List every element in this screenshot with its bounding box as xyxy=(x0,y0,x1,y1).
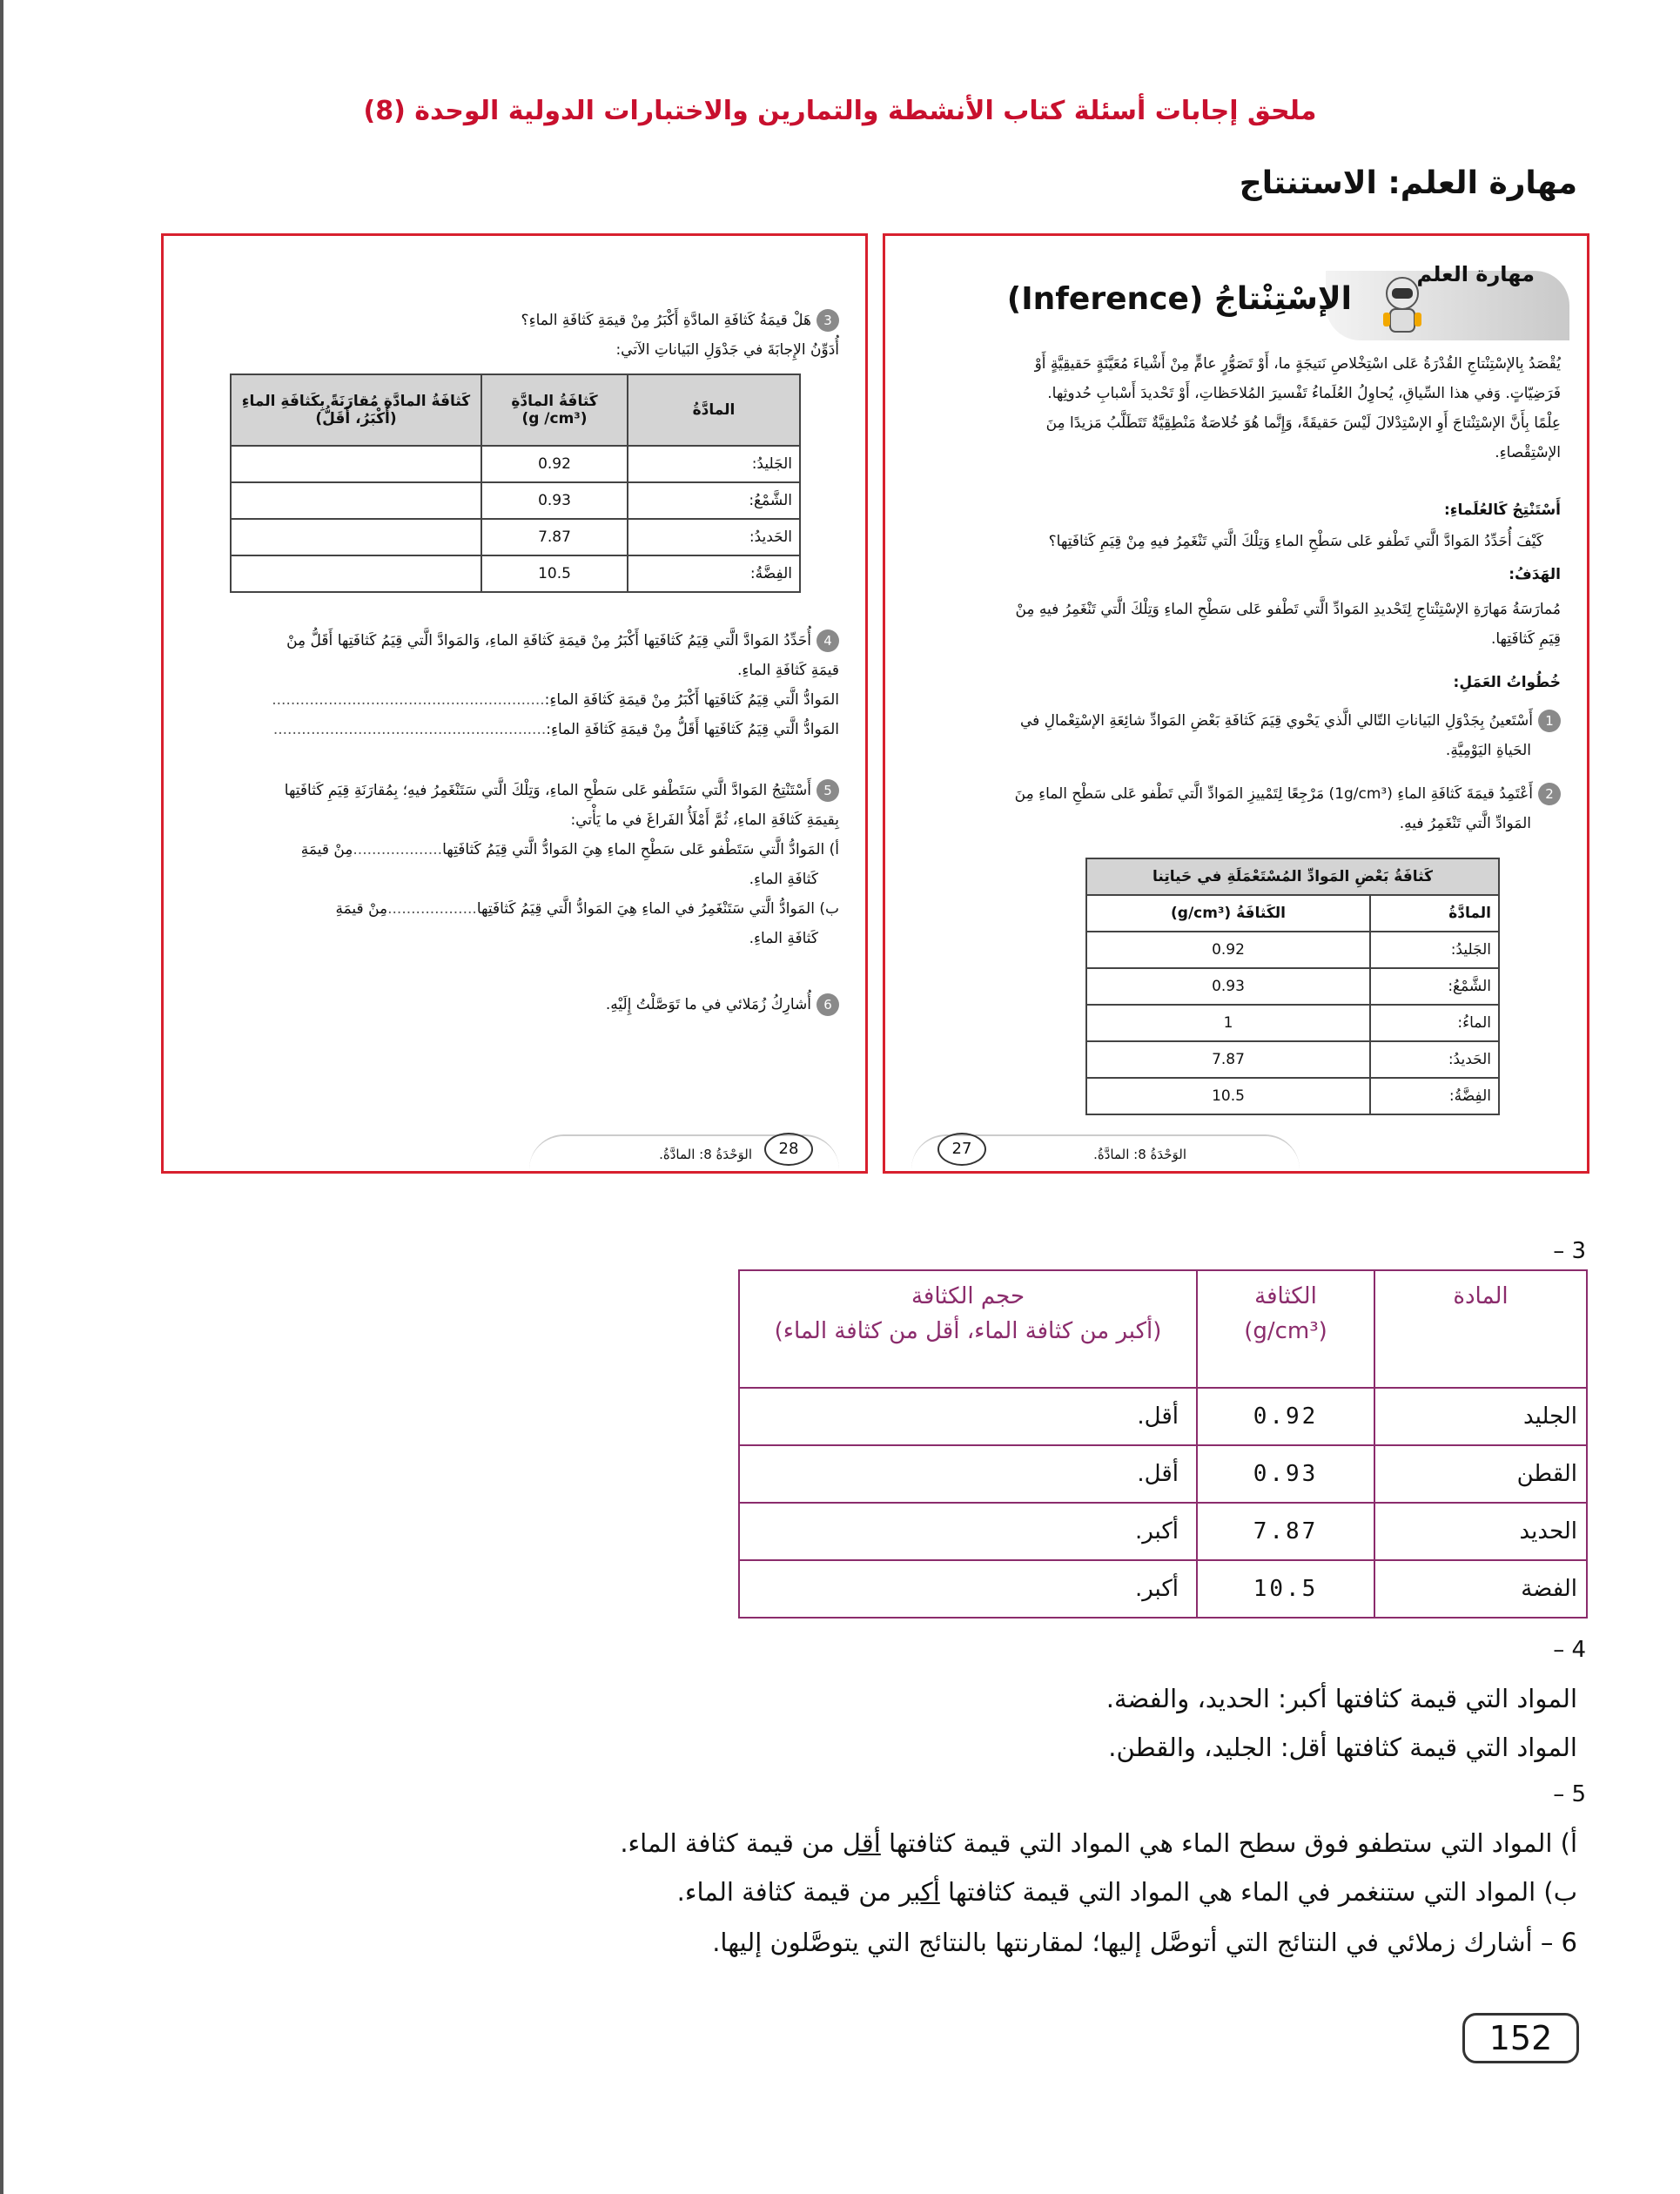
question-text: المَوادُّ الَّتي قِيَمُ كَثافَتِها أَقَلُّ مِنْ قيمَةِ كَثافَةِ الماءِ: xyxy=(546,721,839,738)
unit-label: الوَحْدَةُ 8: المادَّةُ. xyxy=(1093,1147,1186,1162)
question-number: 5 xyxy=(816,779,839,802)
question-text: مِنْ قيمَةِ xyxy=(335,900,388,918)
header-line: حجم الكثافة xyxy=(911,1283,1025,1309)
answer-text: ب) المواد التي ستنغمر في الماء هي المواد التي قيمة كثافتها xyxy=(939,1877,1577,1907)
table-row xyxy=(739,1445,1587,1503)
fill-blank[interactable]: ................... xyxy=(387,900,477,918)
answer-cell[interactable] xyxy=(231,555,481,592)
density-cell: 1 xyxy=(1086,1005,1370,1041)
density-cell: 10.5 xyxy=(1197,1560,1374,1618)
workbook-page-27 xyxy=(883,233,1589,1174)
material-cell: الفِضَّةُ: xyxy=(628,555,800,592)
answer-5-label: 5 – xyxy=(1553,1781,1586,1807)
page-number: 27 xyxy=(937,1133,986,1166)
question-4 xyxy=(190,626,839,744)
step-2 xyxy=(911,779,1561,838)
answer-cell[interactable] xyxy=(231,482,481,519)
answer-keyword: أكبر xyxy=(899,1877,940,1907)
goal-heading: الهَدَفُ: xyxy=(1509,566,1561,583)
fill-blank[interactable]: .......................................................... xyxy=(272,721,547,738)
intro-line: عِلْمًا بِأَنَّ الإسْتِنْتاجَ أَوِ الإسْتِدْلالَ لَيْسَ حَقيقَةً، وَإِنَّما هُوَ خُلاصَةٌ مَنْطِقِيَّةٌ تَتَطَلَّبُ مَزيدًا مِنَ xyxy=(1045,414,1561,432)
research-question: كَيْفَ أُحَدِّدُ المَوادَّ الَّتي تَطْفو عَلى سَطْحِ الماءِ وَتِلْكَ الَّتي تَنْغَمِرُ فيهِ مِنْ قِيَمِ كَثافَتِها؟ xyxy=(1048,533,1543,550)
density-cell: 0.93 xyxy=(1086,968,1370,1005)
intro-line: الإسْتِقْصاءِ. xyxy=(1495,444,1561,461)
answer-text: أ) المواد التي ستطفو فوق سطح الماء هي المواد التي قيمة كثافتها xyxy=(880,1828,1577,1858)
answer-4-line: المواد التي قيمة كثافتها أكبر: الحديد، والفضة. xyxy=(1105,1684,1577,1713)
column-header: المادَّةُ xyxy=(628,374,800,446)
material-cell: الشَّمْعُ: xyxy=(1370,968,1499,1005)
question-text: كَثافَةِ الماءِ. xyxy=(749,871,818,888)
step-text: المَوادِّ الَّتي تَنْغَمِرُ فيهِ. xyxy=(1399,815,1531,832)
intro-line: يُقْصَدُ بِالإسْتِنْتاجِ القُدْرَةُ عَلى اسْتِخْلاصِ نَتيجَةٍ ما، أَوْ تَصَوُّرٍ عامٍّ مِنْ أَشْياءَ مُعَيَّنَةٍ حَقيقِيَّةٍ أَوْ xyxy=(1034,355,1561,373)
answer-text: من قيمة كثافة الماء. xyxy=(676,1877,900,1907)
question-number: 3 xyxy=(816,309,839,332)
table-row xyxy=(1086,1078,1499,1114)
column-header xyxy=(231,374,481,446)
conclude-heading: أَسْتَنْتِجُ كَالعُلَماءِ: xyxy=(1444,501,1561,519)
answer-cell[interactable] xyxy=(231,519,481,555)
table-row xyxy=(1086,1041,1499,1078)
material-cell: القطن xyxy=(1374,1445,1587,1503)
step-text: أَسْتَعينُ بِجَدْوَلِ البَياناتِ التّالي الَّذي يَحْوي قِيَمَ كَثافَةِ بَعْضِ المَوادِّ شائِعَةِ الإسْتِعْمالِ في xyxy=(1019,712,1533,730)
material-cell: الماءُ: xyxy=(1370,1005,1499,1041)
step-text: الحَياةِ اليَوْمِيَّةِ. xyxy=(1445,742,1531,759)
question-number: 6 xyxy=(816,993,839,1016)
density-cell: 7.87 xyxy=(1197,1503,1374,1560)
step-number: 2 xyxy=(1538,783,1561,805)
question-text: أُشارِكُ زُمَلائي في ما تَوَصَّلْتُ إِلَيْهِ. xyxy=(605,996,811,1013)
column-header: الكَثافَةُ (g/cm³) xyxy=(1086,895,1370,932)
material-cell: الشَّمْعُ: xyxy=(628,482,800,519)
comparison-cell: أكبر. xyxy=(739,1503,1197,1560)
table-row xyxy=(231,555,800,592)
answer-text: من قيمة كثافة الماء. xyxy=(620,1828,843,1858)
goal-line: مُمارَسَةُ مَهارَةِ الإسْتِنْتاجِ لِتَحْديدِ المَوادِّ الَّتي تَطْفو عَلى سَطْحِ الماءِ وَتِلْكَ الَّتي تَنْغَمِرُ فيهِ مِنْ xyxy=(1015,601,1561,618)
header-line: (g/cm³) xyxy=(1244,1318,1327,1344)
header-line: (أَكْبَرُ، أَقَلُّ) xyxy=(315,410,397,427)
goal-line: قِيَمِ كَثافَتِها. xyxy=(1490,630,1561,648)
table-row xyxy=(1086,932,1499,968)
density-cell: 10.5 xyxy=(481,555,628,592)
density-cell: 10.5 xyxy=(1086,1078,1370,1114)
material-cell: الجَليدُ: xyxy=(628,446,800,482)
question-text: كَثافَةِ الماءِ. xyxy=(749,930,818,947)
answer-6: 6 – أشارك زملائي في النتائج التي أتوصَّل إليها؛ لمقارنتها بالنتائج التي يتوصَّلون إليها. xyxy=(712,1928,1577,1957)
header-line: كَثافَةُ المادَّةِ مُقارَنَةً بِكَثافَةِ الماءِ xyxy=(241,393,471,410)
goal-text xyxy=(911,595,1561,654)
workbook-page-28 xyxy=(161,233,868,1174)
intro-line: فَرَضِيّاتٍ. وَفي هذا السِّياقِ، يُحاوِلُ العُلَماءُ تَفْسيرَ المُلاحَظاتِ، أَوْ تَحْديدَ أَسْبابِ حُدوثِها. xyxy=(1047,385,1561,402)
question-5 xyxy=(190,776,839,953)
column-header xyxy=(1197,1270,1374,1388)
header-line: كَثافَةُ المادَّةِ xyxy=(511,393,598,410)
question-text: أ) المَوادُّ الَّتي سَتَطْفو عَلى سَطْحِ الماءِ هِيَ المَوادُّ الَّتي قِيَمُ كَثافَتِها xyxy=(442,841,839,858)
answer-5a xyxy=(620,1821,1577,1865)
material-cell: الفضة xyxy=(1374,1560,1587,1618)
answer-density-table xyxy=(738,1269,1588,1619)
question-3 xyxy=(190,306,839,365)
material-cell: الحديد xyxy=(1374,1503,1587,1560)
table-row xyxy=(739,1560,1587,1618)
header-line: (g /cm³) xyxy=(521,410,588,427)
density-cell: 0.93 xyxy=(1197,1445,1374,1503)
material-cell: الجَليدُ: xyxy=(1370,932,1499,968)
material-cell: الحَديدُ: xyxy=(1370,1041,1499,1078)
unit-label: الوَحْدَةُ 8: المادَّةُ. xyxy=(659,1147,752,1162)
material-cell: الجليد xyxy=(1374,1388,1587,1445)
answer-4-line: المواد التي قيمة كثافتها أقل: الجليد، والقطن. xyxy=(1108,1733,1577,1762)
column-header: المادة xyxy=(1374,1270,1587,1388)
fill-blank[interactable]: .......................................................... xyxy=(272,691,545,709)
column-header xyxy=(739,1270,1197,1388)
material-cell: الفِضَّةُ: xyxy=(1370,1078,1499,1114)
steps-heading: خُطُواتُ العَمَلِ: xyxy=(1453,674,1561,691)
comparison-cell: أكبر. xyxy=(739,1560,1197,1618)
table-row xyxy=(231,446,800,482)
step-number: 1 xyxy=(1538,710,1561,732)
answer-5b xyxy=(677,1870,1577,1914)
page-number: 152 xyxy=(1462,2013,1579,2063)
question-text: قيمَةِ كَثافَةِ الماءِ. xyxy=(737,662,839,679)
table-row xyxy=(1086,968,1499,1005)
material-cell: الحَديدُ: xyxy=(628,519,800,555)
density-reference-table xyxy=(1085,858,1500,1115)
answer-cell[interactable] xyxy=(231,446,481,482)
question-text: ب) المَوادُّ الَّتي سَتَنْغَمِرُ في الماءِ هِيَ المَوادُّ الَّتي قِيَمُ كَثافَتِها xyxy=(476,900,839,918)
density-cell: 0.92 xyxy=(1197,1388,1374,1445)
table-row xyxy=(739,1503,1587,1560)
page-header-title: ملحق إجابات أسئلة كتاب الأنشطة والتمارين والاختبارات الدولية الوحدة (8) xyxy=(363,96,1317,126)
question-text: مِنْ قيمَةِ xyxy=(300,841,353,858)
question-text: هَلْ قيمَةُ كَثافَةِ المادَّةِ أَكْبَرُ مِنْ قيمَةِ كَثافَةِ الماءِ؟ xyxy=(521,312,811,329)
fill-blank[interactable]: ................... xyxy=(353,841,443,858)
lesson-title: الإسْتِنْتاجُ (Inference) xyxy=(1006,281,1352,317)
table-row xyxy=(739,1388,1587,1445)
question-number: 4 xyxy=(816,629,839,652)
answer-3-label: 3 – xyxy=(1553,1238,1586,1264)
header-line: (أكبر من كثافة الماء، أقل من كثافة الماء) xyxy=(774,1318,1162,1344)
density-cell: 7.87 xyxy=(1086,1041,1370,1078)
comparison-cell: أقل. xyxy=(739,1445,1197,1503)
table-row xyxy=(1086,1005,1499,1041)
density-cell: 0.93 xyxy=(481,482,628,519)
skill-badge-label: مهارة العلم xyxy=(1416,262,1535,286)
table-row xyxy=(231,482,800,519)
comparison-cell: أقل. xyxy=(739,1388,1197,1445)
question-text: أَسْتَنْتِجُ المَوادَّ الَّتي سَتَطْفو عَلى سَطْحِ الماءِ، وَتِلْكَ الَّتي سَتَنْغَمِرُ فيهِ؛ بِمُقارَنَةِ قِيَمِ كَثافَتِها xyxy=(284,782,811,799)
density-cell: 0.92 xyxy=(481,446,628,482)
header-line: الكثافة xyxy=(1254,1283,1317,1309)
table-row xyxy=(231,519,800,555)
question-text: المَوادُّ الَّتي قِيَمُ كَثافَتِها أَكْبَرُ مِنْ قيمَةِ كَثافَةِ الماءِ: xyxy=(544,691,839,709)
column-header: المادَّةُ xyxy=(1370,895,1499,932)
density-cell: 7.87 xyxy=(481,519,628,555)
page-number: 28 xyxy=(764,1133,813,1166)
column-header xyxy=(481,374,628,446)
density-cell: 0.92 xyxy=(1086,932,1370,968)
astronaut-icon xyxy=(1374,273,1430,339)
intro-paragraph xyxy=(911,349,1561,468)
step-1 xyxy=(911,706,1561,765)
answer-keyword: أقل xyxy=(842,1828,881,1858)
step-text: أَعْتَمِدُ قيمَةَ كَثافَةِ الماءِ (1g/cm³) مَرْجِعًا لِتَمْييزِ المَوادِّ الَّتي تَطْفو عَلى سَطْحِ الماءِ مِنَ xyxy=(1014,785,1533,803)
question-text: أُدَوِّنُ الإِجابَةَ في جَدْوَلِ البَياناتِ الآتي: xyxy=(615,341,839,359)
table-caption: كَثافَةُ بَعْضِ المَوادِّ المُسْتَعْمَلَةِ في حَياتِنا xyxy=(1086,858,1499,895)
answer-4-label: 4 – xyxy=(1553,1637,1586,1663)
skill-title: مهارة العلم: الاستنتاج xyxy=(1239,165,1577,201)
question-text: بِقيمَةِ كَثافَةِ الماءِ، ثُمَّ أَمْلَأُ الفَراغَ في ما يَأْتي: xyxy=(570,811,839,829)
page-edge-line xyxy=(0,0,3,2194)
question-text: أُحَدِّدُ المَوادَّ الَّتي قِيَمُ كَثافَتِها أَكْبَرُ مِنْ قيمَةِ كَثافَةِ الماءِ، وَالمَوادَّ الَّتي قِيَمُ كَثافَتِها أَقَلُّ مِنْ xyxy=(286,632,811,649)
student-density-table xyxy=(230,374,801,593)
question-6 xyxy=(190,990,839,1020)
